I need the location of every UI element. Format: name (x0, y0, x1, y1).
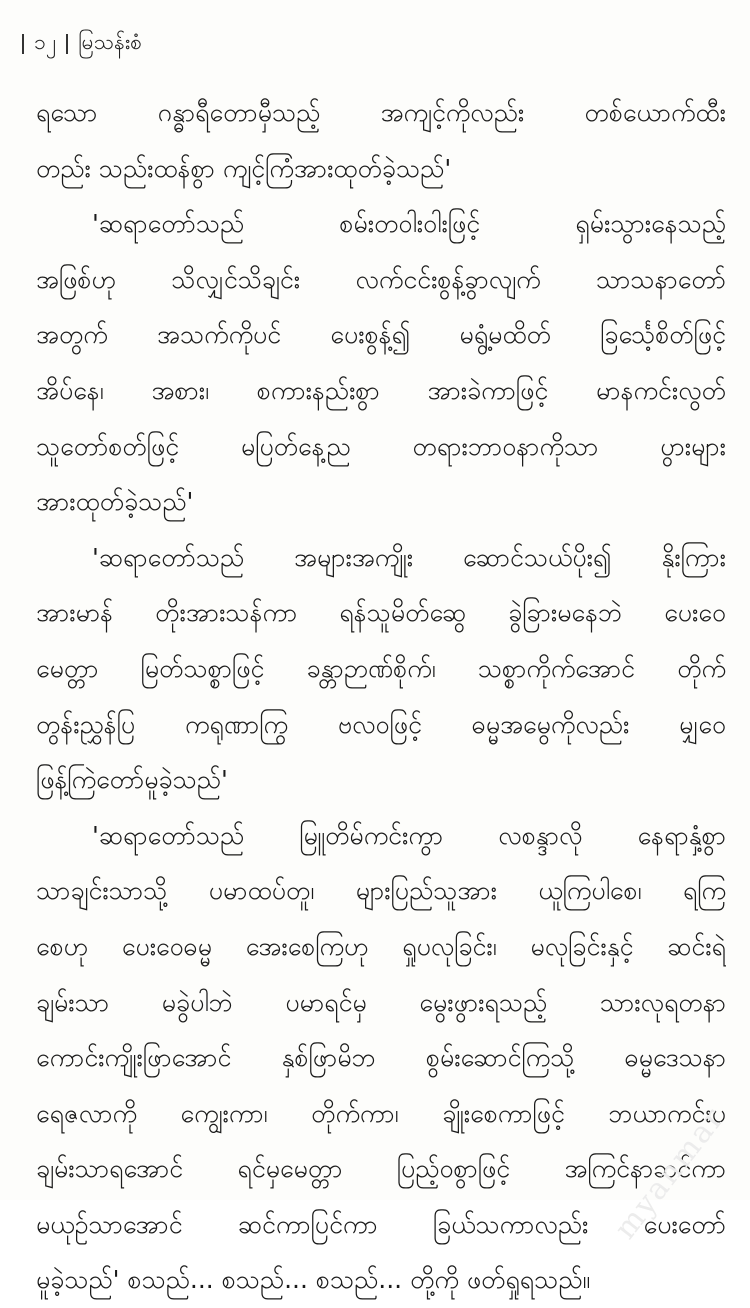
text-line: အားမာန် တိုးအားသန်ကာ ရန်သူမိတ်ဆွေ ခွဲခြားမနေဘဲ ပေးဝေ (36, 598, 726, 628)
text-line: ချမ်းသာ မခွဲပါဘဲ ပမာရင်မှ မွေးဖွားရသည့် သားလုရတနာ (36, 987, 726, 1017)
text-line: 'ဆရာတော်သည် စမ်းတဝါးဝါးဖြင့် ရှမ်းသွားနေသည့် (92, 209, 726, 239)
text-line: မူခဲ့သည်' စသည်... စသည်... စသည်... တို့ကို ဖတ်ရှုရသည်။ (36, 1265, 591, 1295)
text-line: အားထုတ်ခဲ့သည်' (36, 487, 194, 517)
text-line: ချမ်းသာရအောင် ရင်မှမေတ္တာ ပြည့်ဝစွာဖြင့် အကြင်နာဆင်ကာ (36, 1154, 726, 1184)
text-line: 'ဆရာတော်သည် မြူတိမ်ကင်းကွာ လစန္ဒာလို နေရာနှံ့စွာ (92, 820, 726, 850)
page-number: ၁၂ (34, 29, 57, 54)
header-divider (22, 34, 24, 54)
text-line: အိပ်နေ၊ အစား၊ စကားနည်းစွာ အားခဲကာဖြင့် မာနကင်းလွတ် (36, 375, 726, 405)
text-line: ကောင်းကျိုးဖြာအောင် နှစ်ဖြာမိဘ စွမ်းဆောင်ကြသို့ ဓမ္မဒေသနာ (36, 1043, 726, 1073)
text-line: ရသော ဂန္ဓာရီတောမှီသည့် အကျင့်ကိုလည်း တစ်ယောက်ထီး (36, 98, 726, 127)
header-divider (66, 34, 68, 54)
text-line: သူတော်စတ်ဖြင့် မပြတ်နေ့ည တရားဘာဝနာကိုသာ ပွားများ (36, 431, 726, 461)
text-line: တည်း သည်းထန်စွာ ကျင့်ကြံအားထုတ်ခဲ့သည်' (36, 153, 452, 183)
text-line: အတွက် အသက်ကိုပင် ပေးစွန့်၍ မရွံ့မထိတ် ခြင်္သေ့စိတ်ဖြင့် (36, 320, 726, 350)
text-line: မေတ္တာ မြတ်သစ္စာဖြင့် ခန္တာဉာဏ်စိုက်၊ သစ္စာကိုက်အောင် တိုက် (36, 653, 726, 683)
text-line: အဖြစ်ဟု သိလျှင်သိချင်း လက်ငင်းစွန့်ခွာလျက် သာသနာတော် (36, 264, 726, 294)
text-line: ရေဇလာကို ကျွေးကာ၊ တိုက်ကာ၊ ချိုးစေကာဖြင့် ဘယာကင်းပ (36, 1098, 726, 1128)
text-line: မယုဉ်သာအောင် ဆင်ကာပြင်ကာ ခြယ်သကာလည်း ပေးတော် (36, 1209, 726, 1239)
text-line: 'ဆရာတော်သည် အများအကျိုး ဆောင်သယ်ပိုး၍ နိုးကြား (92, 542, 726, 572)
page-header (22, 24, 142, 64)
text-line: စေဟု ပေးဝေဓမ္မ အေးစေကြဟု ရှုပလုခြင်း၊ မလုခြင်းနှင့် ဆင်းရဲ (36, 931, 726, 961)
running-title: မြသန်းစံ (78, 29, 142, 54)
text-line: ဖြန့်ကြဲတော်မူခဲ့သည်' (36, 765, 228, 795)
text-line: သာချင်းသာသို့ ပမာထပ်တူ၊ များပြည်သူအား ယူကြပါစေ၊ ရကြ (36, 876, 726, 906)
text-line: တွန်းညွှန်ပြ ကရုဏာကြွ ဗလဝဖြင့် ဓမ္မအမွေကိုလည်း မျှဝေ (36, 709, 726, 739)
watermark: myanmar (607, 1100, 732, 1246)
body-text (36, 85, 726, 1308)
